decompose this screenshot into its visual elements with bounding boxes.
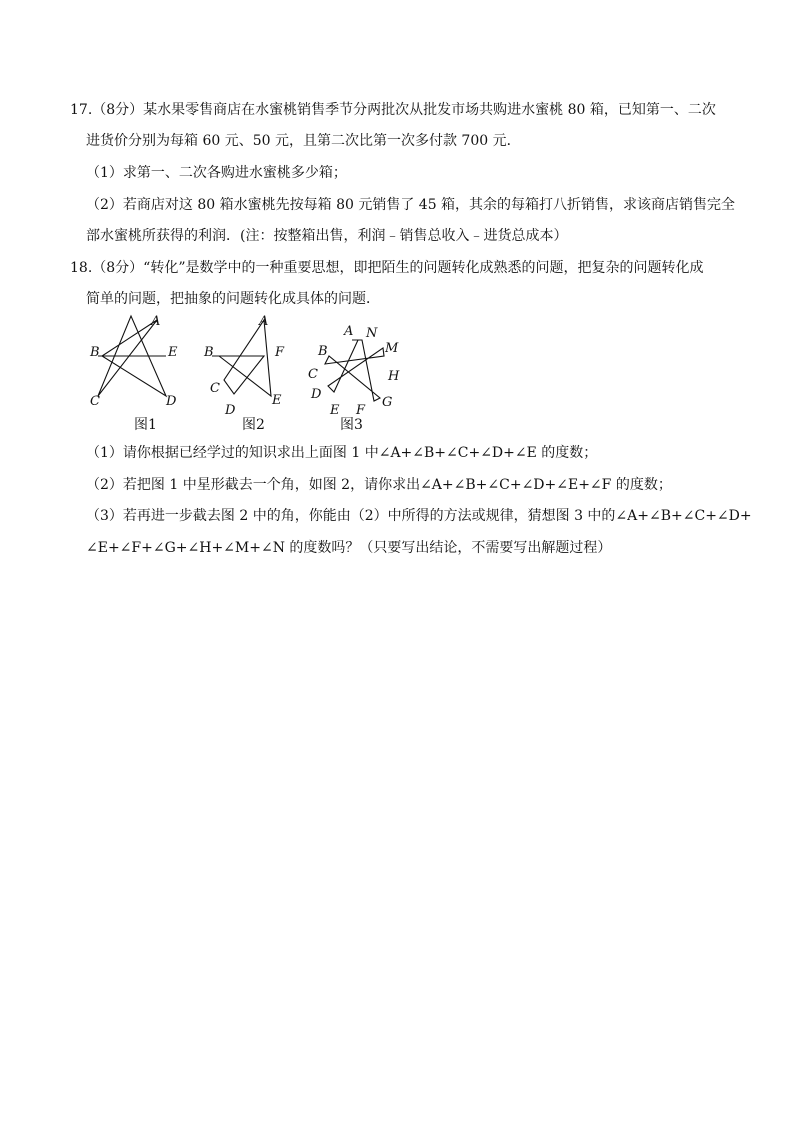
fig3-label-h: H [388, 369, 400, 384]
fig3-label-b: B [318, 344, 328, 359]
q17-sub2-line1: （2）若商店对这 80 箱水蜜桃先按每箱 80 元销售了 45 箱，其余的每箱打八折销售，求该商店销售完全 [86, 197, 736, 213]
q18-sub1: （1）请你根据已经学过的知识求出上面图 1 中∠A+∠B+∠C+∠D+∠E 的度数； [86, 445, 598, 461]
fig3-label-n: N [366, 326, 378, 341]
q18-stem-line1: 18.（8分）“转化”是数学中的一种重要思想，即把陌生的问题转化成熟悉的问题，把复杂的问题转化成 [70, 260, 704, 276]
q17-sub1: （1）求第一、二次各购进水蜜桃多少箱； [86, 165, 347, 181]
fig3-label-d: D [311, 387, 322, 402]
q17-stem-line1: 17.（8分）某水果零售商店在水蜜桃销售季节分两批次从批发市场共购进水蜜桃 80 箱，已知第一、二次 [70, 102, 716, 118]
q18-stem-line2: 简单的问题，把抽象的问题转化成具体的问题． [86, 291, 380, 307]
q18-sub3-line1: （3）若再进一步截去图 2 中的角，你能由（2）中所得的方法或规律，猜想图 3 中的∠A+∠B+∠C+∠D+ [86, 508, 752, 524]
fig2-caption: 图2 [242, 417, 265, 433]
fig2-label-d: D [225, 403, 236, 418]
q18-sub3-line2: ∠E+∠F+∠G+∠H+∠M+∠N 的度数吗？（只要写出结论，不需要写出解题过程） [86, 540, 612, 556]
fig1-label-b: B [90, 345, 100, 360]
fig2-label-e: E [272, 393, 282, 408]
fig2-outline [212, 320, 271, 396]
fig3-label-g: G [382, 395, 393, 410]
fig1-label-e: E [168, 345, 178, 360]
fig3-label-a: A [344, 324, 354, 339]
fig3-caption: 图3 [340, 417, 363, 433]
q17-sub2-line2: 部水蜜桃所获得的利润．(注：按整箱出售，利润﹣销售总收入﹣进货总成本） [86, 228, 568, 244]
fig1-label-a: A [151, 314, 161, 329]
figure-2 [212, 320, 271, 396]
figures-svg [88, 312, 428, 442]
fig3-label-c: C [308, 367, 318, 382]
fig1-caption: 图1 [134, 417, 157, 433]
fig3-label-m: M [385, 341, 399, 356]
fig2-label-b: B [204, 345, 214, 360]
figure-2-labels [203, 314, 285, 433]
fig1-label-c: C [90, 394, 100, 409]
figure-3 [325, 340, 384, 401]
fig3-outline [325, 340, 384, 401]
q17-stem-line2: 进货价分别为每箱 60 元、50 元，且第二次比第一次多付款 700 元． [86, 133, 521, 149]
fig2-label-c: C [210, 381, 220, 396]
fig2-label-a: A [259, 314, 269, 329]
q18-figures [88, 312, 428, 442]
figure-1-labels [89, 314, 178, 433]
fig1-label-d: D [166, 394, 177, 409]
q18-sub2: （2）若把图 1 中星形截去一个角，如图 2，请你求出∠A+∠B+∠C+∠D+∠E+∠F 的度数； [86, 477, 672, 493]
fig2-label-f: F [275, 345, 285, 360]
fig3-label-e: E [330, 403, 340, 418]
fig3-label-f: F [356, 403, 366, 418]
